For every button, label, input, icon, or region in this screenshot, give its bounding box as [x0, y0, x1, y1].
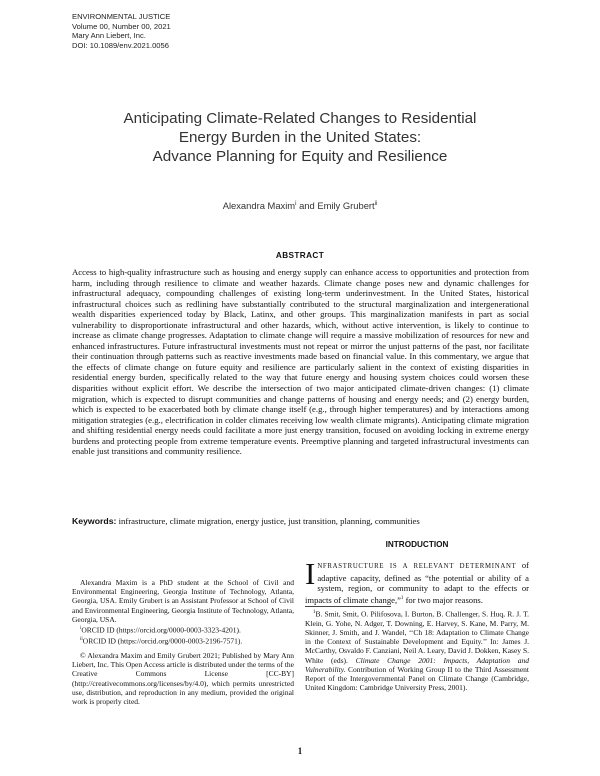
- intro-body: of adaptive capacity, defined as “the potential or ability of a system, region, or community to adapt to the effects or impacts of climate change,”: [305, 560, 529, 605]
- keywords: [72, 516, 529, 527]
- orcid-1: [72, 624, 294, 635]
- footnote-1-text-end: Contribution of Working Group II to the Third Assessment Report of the Intergovernmental Panel on Climate Change (Cambridge, United Kingdom: Cambridge University Press, 2001).: [305, 664, 529, 693]
- footnote-1-text: B. Smit, Smit, O. Pilifosova, I. Burton, B. Challenger, S. Huq, R. J. T. Klein, G. Yohe, N. Adger, T. Downing, E. Harvey, S. Kane, M. Parry, M. Skinner, J. Smith, and J. Wandel, ‘‘Ch 18: Adaptation to Climate Change in the Context of Sustainable Development and Equity.’’ In: James J. McCarthy, Osvaldo F. Canziani, Neil A. Leary, David J. Dokken, Kasey S. White (eds).: [305, 609, 529, 665]
- orcid-1-mark: i: [80, 626, 82, 632]
- orcid-2: [72, 635, 294, 646]
- introduction-text: [305, 556, 529, 605]
- intro-body-end: for two major reasons.: [403, 594, 483, 605]
- drop-cap: I: [305, 556, 316, 591]
- journal-header: [72, 12, 171, 50]
- footnote-rule: [305, 606, 391, 607]
- author-affiliations: [72, 578, 294, 645]
- author-1-mark: i: [295, 200, 297, 207]
- footnote-1-mark: 1: [313, 610, 316, 615]
- orcid-2-text: ORCID ID (https://orcid.org/0000-0003-2196-7571).: [82, 636, 243, 646]
- title-line-2: Energy Burden in the United States:: [178, 129, 422, 146]
- introduction-heading: INTRODUCTION: [385, 540, 449, 549]
- abstract-text: Access to high-quality infrastructure such as housing and energy supply can enhance access to opportunities and protection from harm, including through resilience to climate and weather hazards. Climate change poses new and dynamic challenges for infrastructural adequacy, compounding challenges of existing long-term underinvestment. In the United States, historical infrastructural choices such as redlining have substantially contributed to the structural marginalization and intergenerational wealth disparities experienced today by Black, Latinx, and other groups. This marginalization manifests in part as social vulnerability to disproportionate infrastructural and other hazards, which, without active intervention, is likely to continue to increase as climate change progresses. Adaptation to climate change will require a massive mobilization of resources for new and enhanced infrastructures. Future infrastructural investments must not repeat or mirror the unjust patterns of the past, nor facilitate their continuation through patterns such as reactive investments made based on financial value. In this commentary, we argue that the effects of climate change on future equity and resilience are particularly salient in the context of existing disparities in residential energy burden, specifically related to the way that future energy and housing system choices could worsen these disparities without explicit effort. We describe the intersection of two major anticipated climate-driven changes: (1) climate migration, which is expected to disrupt communities and change patterns of housing and energy needs; and (2) energy burden, which is expected to be exacerbated both by climate change itself (e.g., through higher temperatures) and by interactions among mitigation strategies (e.g., electrification in colder climates receiving low wealth climate migrants). Anticipating climate migration and shifting residential energy needs could facilitate a more just energy transition, focused on avoiding locking in extreme energy burdens and protecting people from extreme temperature events. Preemptive planning and targeted infrastructural investments can enable just transitions and community resilience.: [72, 267, 529, 457]
- footnote-1: [305, 608, 529, 692]
- orcid-1-text: ORCID ID (https://orcid.org/0000-0003-3323-4201).: [81, 625, 241, 635]
- footnote-1-book-title: Climate Change 2001: Impacts, Adaptation and Vulnerability.: [305, 655, 529, 674]
- abstract-heading: ABSTRACT: [275, 251, 325, 260]
- author-list: [40, 200, 560, 211]
- author-1: Alexandra Maxim: [222, 200, 296, 211]
- author-bio: Alexandra Maxim is a PhD student at the School of Civil and Environmental Engineering, Georgia Institute of Technology, Atlanta, Georgia, USA. Emily Grubert is an Assistant Professor at School of Civil and Environmental Engineering, Georgia Institute of Technology, Atlanta, Georgia, USA.: [72, 578, 294, 624]
- intro-smallcaps: NFRASTRUCTURE IS A RELEVANT DETERMINANT: [317, 563, 517, 570]
- journal-name: ENVIRONMENTAL JUSTICE: [72, 12, 171, 21]
- doi: DOI: 10.1089/env.2021.0056: [72, 40, 169, 50]
- keywords-text: infrastructure, climate migration, energy justice, just transition, planning, communities: [116, 516, 420, 526]
- copyright-notice: © Alexandra Maxim and Emily Grubert 2021; Published by Mary Ann Liebert, Inc. This Open Access article is distributed under the terms of the Creative Commons License [CC-BY] (http://creativecommons.org/licenses/by/4.0), which permits unrestricted use, distribution, and reproduction in any medium, provided the original work is properly cited.: [72, 651, 294, 707]
- article-title: [40, 109, 560, 166]
- author-conjunction: and: [296, 200, 318, 211]
- keywords-label: Keywords:: [72, 516, 117, 526]
- orcid-2-mark: ii: [80, 636, 83, 642]
- title-line-1: Anticipating Climate-Related Changes to Residential: [123, 110, 477, 127]
- journal-volume: Volume 00, Number 00, 2021: [72, 21, 171, 31]
- author-2-mark: ii: [374, 200, 378, 207]
- title-line-3: Advance Planning for Equity and Resilience: [152, 148, 448, 165]
- footnote-mark-1: 1: [400, 595, 404, 601]
- page-number: 1: [297, 746, 303, 756]
- publisher: Mary Ann Liebert, Inc.: [72, 31, 146, 41]
- author-2: Emily Grubert: [317, 200, 375, 211]
